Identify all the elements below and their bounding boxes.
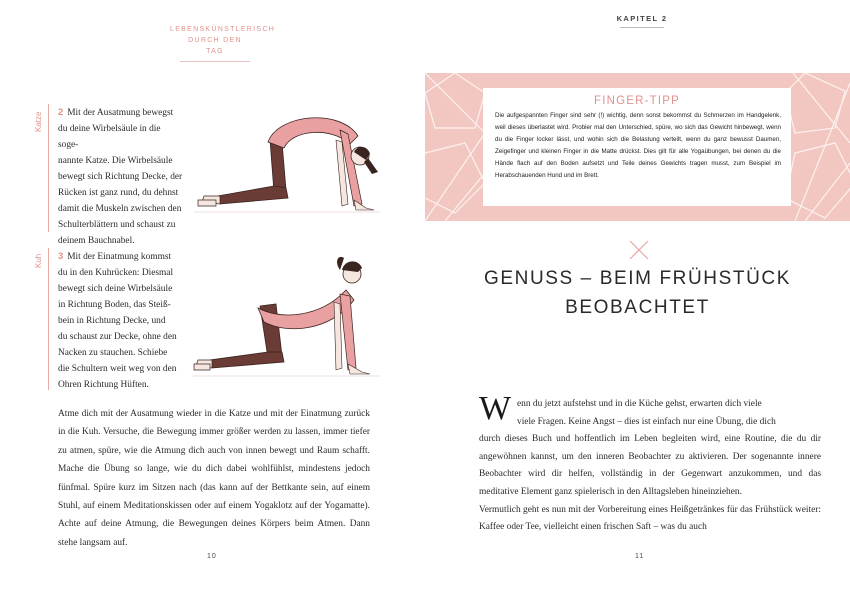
- drop-cap: W: [479, 390, 512, 427]
- tip-pattern-band: [425, 73, 850, 221]
- right-page: [425, 0, 850, 595]
- section-headline: GENUSS – BEIM FRÜHSTÜCK BEOBACHTET: [483, 268, 792, 318]
- side-line-cow: [48, 248, 49, 390]
- tip-text: Die aufgespannten Finger sind sehr (!) wichtig, denn sonst bekommst du Schmerzen im Handgelenk, weil dieses überlastet wird. Probier mal den Unterschied, spüre, wo sich das Gewicht hinbewegt, wenn du die Finger locker lässt, und wohin sich die Belastung verteilt, wenn du ganz bewusst Daumen, Zeigefinger und kleinen Finger in die Matte drückst. Dies gilt für alle Yogaübungen, bei denen du die Hände flach auf den Boden aufsetzt und Teile deines Gewichts tragen musst, zum Beispiel im Herabschauenden Hund und im Brett.: [495, 112, 781, 179]
- running-head: LEBENSKÜNSTLERISCH DURCH DEN TAG: [170, 24, 260, 62]
- body-text-left: Atme dich mit der Ausatmung wieder in die Katze und mit der Einatmung zurück in die Kuh. Versuche, die Bewegung immer größer werden zu lassen, immer tiefer zu atmen, spüre, wie die Atmung dich auch von innen bewegt und Raum schafft. Mache die Übung so lange, wie du dich dabei wohlfühlst, mindestens jedoch fünfmal. Spüre kurz im Sitzen nach (das kann auf der Bettkante sein, auf einem Stuhl, auf einem Meditationskissen oder auf einem Yogaklotz auf der Yogamatte). Achte auf deine Atmung, die Bewegungen deines Körpers beim Atmen. Dann stehe langsam auf.: [58, 409, 370, 548]
- cat-pose-illustration: [190, 100, 385, 230]
- step-3-number: 3: [58, 250, 64, 261]
- body-text-right: enn du jetzt aufstehst und in die Küche gehst, erwarten dich viele viele Fragen. Keine Angst – dies ist einfach nur eine Übung, die dich durch dieses Buch und hoffentlich im Leben begleiten wird, eine Routine, die du dir angewöhnen kannst, um den inneren Beobachter zu aktivieren. Der sogenannte innere Beobachter wird dir helfen, vollständig in der Gegenwart anzukommen, und das meditative Element ganz spielerisch in den Alltagsleben hineinziehen. Vermutlich geht es nun mit der Vorbereitung eines Heißgetränkes für das Frühstück weiter: Kaffee oder Tee, vielleicht einen frischen Saft – was du auch: [479, 399, 821, 533]
- step-3-text: 3 Mit der Einatmung kommst du in den Kuhrücken: Diesmal bewegt sich deine Wirbelsäule in Richtung Boden, das Steiß- bein in Richtung Decke, und du schaust zur Decke, ohne den Nacken zu stauchen. Schiebe die Schultern weit weg von den Ohren Richtung Hüften.: [58, 250, 177, 390]
- chapter-rule: [620, 27, 664, 28]
- finger-tip-box: [483, 88, 791, 206]
- page-number-right: 11: [635, 553, 645, 560]
- page-number-left: 10: [207, 553, 217, 560]
- running-head-rule: [180, 61, 250, 62]
- side-tab-cow: Kuh: [34, 253, 43, 268]
- cow-pose-figure: [192, 257, 380, 376]
- tip-title: FINGER-TIPP: [593, 95, 681, 107]
- cat-pose-figure: [194, 118, 380, 212]
- decorative-cross-icon: [628, 240, 650, 260]
- chapter-label: KAPITEL 2: [615, 14, 669, 28]
- step-2-number: 2: [58, 106, 64, 117]
- step-2-text: 2 Mit der Ausatmung bewegst du deine Wirbelsäule in die soge- nannte Katze. Die Wirbelsäule bewegt sich Richtung Decke, der Rücken ist ganz rund, du dehnst damit die Muskeln zwischen den Schulterblättern und schaust zu deinem Bauchnabel.: [58, 106, 183, 246]
- cow-pose-illustration: [190, 248, 385, 388]
- side-line-cat: [48, 104, 49, 232]
- side-tab-cat: Katze: [34, 111, 43, 132]
